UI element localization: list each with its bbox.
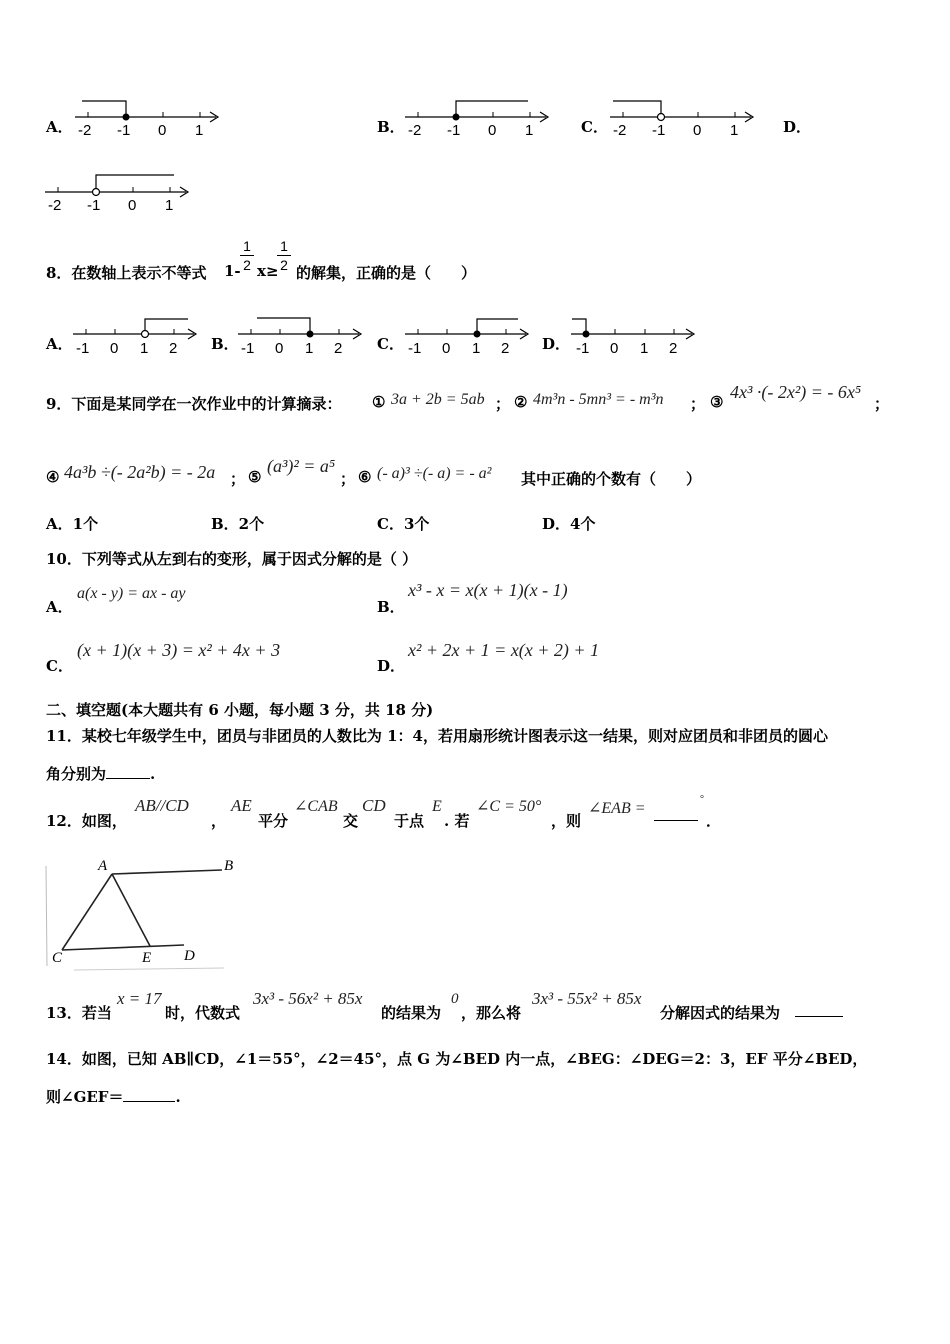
q10-stem: 10．下列等式从左到右的变形，属于因式分解的是（ ）	[46, 550, 418, 568]
q12-text-3: 交	[343, 812, 359, 830]
q7-option-c-number-line	[605, 95, 765, 143]
q13-text-2: 的结果为	[381, 1004, 442, 1022]
svg-text:-1: -1	[117, 122, 131, 139]
svg-text:1: 1	[140, 340, 149, 357]
q8-option-b-number-line	[235, 313, 370, 359]
q10-option-c-label[interactable]: C．	[46, 657, 73, 675]
svg-text:-1: -1	[87, 197, 101, 214]
svg-text:0: 0	[693, 122, 702, 139]
svg-text:-1: -1	[576, 340, 590, 357]
svg-text:0: 0	[110, 340, 119, 357]
svg-text:2: 2	[669, 340, 678, 357]
q9-stem-suffix: 其中正确的个数有（ ）	[521, 470, 702, 488]
q12-fig-label-d: D	[184, 948, 195, 964]
q13-text-1: 时，代数式	[165, 1004, 241, 1022]
q8-option-c-label[interactable]: C．	[377, 335, 404, 353]
q9-option-a[interactable]: A．1个	[46, 515, 99, 533]
q13-text-4: 分解因式的结果为	[660, 1004, 781, 1022]
q12-math-e: E	[432, 798, 442, 815]
q9-expr-6: (- a)³ ÷(- a) = - a²	[377, 465, 492, 482]
svg-text:-1: -1	[447, 122, 461, 139]
svg-text:0: 0	[158, 122, 167, 139]
svg-text:-1: -1	[408, 340, 422, 357]
q11-answer-blank[interactable]	[106, 778, 150, 779]
q8-option-a-label[interactable]: A．	[46, 335, 73, 353]
q8-stem-prefix: 8．在数轴上表示不等式	[46, 264, 207, 282]
q10-option-d-expr[interactable]: x² + 2x + 1 = x(x + 2) + 1	[408, 640, 600, 660]
svg-text:0: 0	[275, 340, 284, 357]
svg-text:1: 1	[730, 122, 739, 139]
svg-text:1: 1	[195, 122, 204, 139]
q10-option-a-label[interactable]: A．	[46, 598, 73, 616]
q8-fraction-2: 1 2	[277, 238, 291, 273]
svg-text:0: 0	[442, 340, 451, 357]
svg-text:-1: -1	[76, 340, 90, 357]
q8-stem-suffix: 的解集，正确的是（ ）	[296, 264, 477, 282]
q8-option-c-number-line	[402, 313, 537, 359]
q9-sep-5: ；	[340, 470, 356, 488]
q8-option-b-label[interactable]: B．	[211, 335, 239, 353]
q13-math-x-eq-17: x = 17	[117, 989, 162, 1008]
svg-text:2: 2	[334, 340, 343, 357]
q7-option-c-label[interactable]: C．	[581, 118, 608, 136]
q12-math-ae: AE	[231, 796, 252, 815]
svg-text:-1: -1	[652, 122, 666, 139]
q7-option-b-label[interactable]: B．	[377, 118, 405, 136]
q13-prefix: 13．若当	[46, 1004, 112, 1022]
svg-text:-2: -2	[48, 197, 62, 214]
q7-option-a-number-line	[70, 95, 230, 143]
q12-degree-mark: °	[700, 794, 704, 805]
svg-text:1: 1	[305, 340, 314, 357]
q7-option-d-label[interactable]: D．	[783, 118, 812, 136]
svg-text:1: 1	[525, 122, 534, 139]
q9-option-b[interactable]: B．2个	[211, 515, 265, 533]
q10-option-a-expr[interactable]: a(x - y) = ax - ay	[77, 585, 186, 602]
q9-circled-1: ①	[372, 393, 386, 411]
q12-answer-blank[interactable]	[654, 820, 698, 821]
q8-option-d-label[interactable]: D．	[542, 335, 571, 353]
svg-text:2: 2	[501, 340, 510, 357]
q9-circled-6: ⑥	[358, 468, 372, 486]
q12-end: ．	[706, 812, 722, 830]
q9-sep-4: ；	[230, 470, 246, 488]
q11-line-2	[46, 763, 155, 784]
svg-text:-1: -1	[241, 340, 255, 357]
q13-answer-blank[interactable]	[795, 1016, 843, 1017]
q10-option-c-expr[interactable]: (x + 1)(x + 3) = x² + 4x + 3	[77, 640, 281, 660]
q12-text-6: ，则	[551, 812, 582, 830]
q9-expr-5: (a³)² = a⁵	[267, 456, 336, 476]
q10-option-d-label[interactable]: D．	[377, 657, 406, 675]
q14-line-1: 14．如图，已知 AB∥CD，∠1＝55°，∠2＝45°，点 G 为∠BED 内一点，∠BEG：∠DEG＝2：3，EF 平分∠BED，	[46, 1050, 868, 1068]
q9-sep-2: ；	[690, 395, 706, 413]
q14-line-2-text: 则∠GEF＝	[46, 1088, 124, 1106]
q8-option-a-number-line	[70, 313, 205, 359]
svg-text:-2: -2	[613, 122, 627, 139]
svg-text:-2: -2	[408, 122, 422, 139]
q8-fraction-1: 1 2	[240, 238, 254, 273]
q12-figure	[44, 848, 254, 973]
svg-text:0: 0	[610, 340, 619, 357]
q8-ineq-x: x≥	[257, 262, 279, 280]
q9-circled-3: ③	[710, 393, 724, 411]
q13-math-expr-1: 3x³ - 56x² + 85x	[253, 989, 363, 1008]
svg-text:0: 0	[488, 122, 497, 139]
q14-line-2	[46, 1086, 181, 1107]
q8-option-d-number-line	[568, 313, 703, 359]
q10-option-b-label[interactable]: B．	[377, 598, 405, 616]
q9-sep-1: ；	[495, 395, 511, 413]
q12-fig-label-b: B	[224, 858, 234, 874]
q12-text-4: 于点	[394, 812, 425, 830]
q7-option-b-number-line	[400, 95, 560, 143]
q7-option-a-label[interactable]: A．	[46, 118, 73, 136]
svg-text:1: 1	[165, 197, 174, 214]
q12-text-1: ，	[211, 812, 227, 830]
q9-expr-3: 4x³ ·(- 2x²) = - 6x⁵	[730, 382, 862, 402]
svg-text:2: 2	[169, 340, 178, 357]
q11-line-1: 11．某校七年级学生中，团员与非团员的人数比为 1：4，若用扇形统计图表示这一结果，则对应团员和非团员的圆心	[46, 727, 828, 745]
q12-fig-label-e: E	[142, 950, 152, 966]
q13-math-zero: 0	[451, 991, 459, 1007]
svg-text:1: 1	[640, 340, 649, 357]
q14-end: .	[175, 1088, 181, 1106]
q11-line-2-text: 角分别为	[46, 765, 107, 783]
q14-answer-blank[interactable]	[123, 1101, 175, 1102]
svg-text:0: 0	[128, 197, 137, 214]
q12-math-angle-c: ∠C = 50°	[476, 798, 542, 815]
q9-stem-prefix: 9．下面是某同学在一次作业中的计算摘录：	[46, 395, 342, 413]
q12-prefix: 12．如图，	[46, 812, 127, 830]
q12-math-angle-cab: ∠CAB	[294, 798, 338, 815]
q12-math-angle-eab: ∠EAB =	[588, 800, 646, 817]
q9-expr-2: 4m³n - 5mn³ = - m³n	[533, 391, 664, 408]
q9-expr-4: 4a³b ÷(- 2a²b) = - 2a	[64, 462, 216, 482]
q12-text-5: . 若	[444, 812, 470, 830]
q9-circled-5: ⑤	[248, 468, 262, 486]
q9-circled-2: ②	[514, 393, 528, 411]
q13-text-3: ，那么将	[461, 1004, 522, 1022]
q9-option-d[interactable]: D．4个	[542, 515, 596, 533]
q10-option-b-expr[interactable]: x³ - x = x(x + 1)(x - 1)	[408, 580, 568, 600]
q12-text-2: 平分	[258, 812, 289, 830]
q9-expr-1: 3a + 2b = 5ab	[391, 391, 485, 408]
svg-text:-2: -2	[78, 122, 92, 139]
q9-sep-3: ；	[874, 395, 890, 413]
q13-math-expr-2: 3x³ - 55x² + 85x	[532, 989, 642, 1008]
q8-ineq-one: 1-	[224, 262, 241, 280]
q11-end: .	[150, 765, 156, 783]
q12-fig-label-a: A	[98, 858, 108, 874]
section-2-heading: 二、填空题(本大题共有 6 小题，每小题 3 分，共 18 分)	[46, 701, 434, 719]
q7-option-d-number-line	[40, 170, 200, 218]
svg-text:1: 1	[472, 340, 481, 357]
q9-option-c[interactable]: C．3个	[377, 515, 430, 533]
q12-math-cd: CD	[362, 796, 386, 815]
q12-fig-label-c: C	[52, 950, 63, 966]
q9-circled-4: ④	[46, 468, 60, 486]
q12-math-ab-parallel-cd: AB//CD	[135, 796, 189, 815]
